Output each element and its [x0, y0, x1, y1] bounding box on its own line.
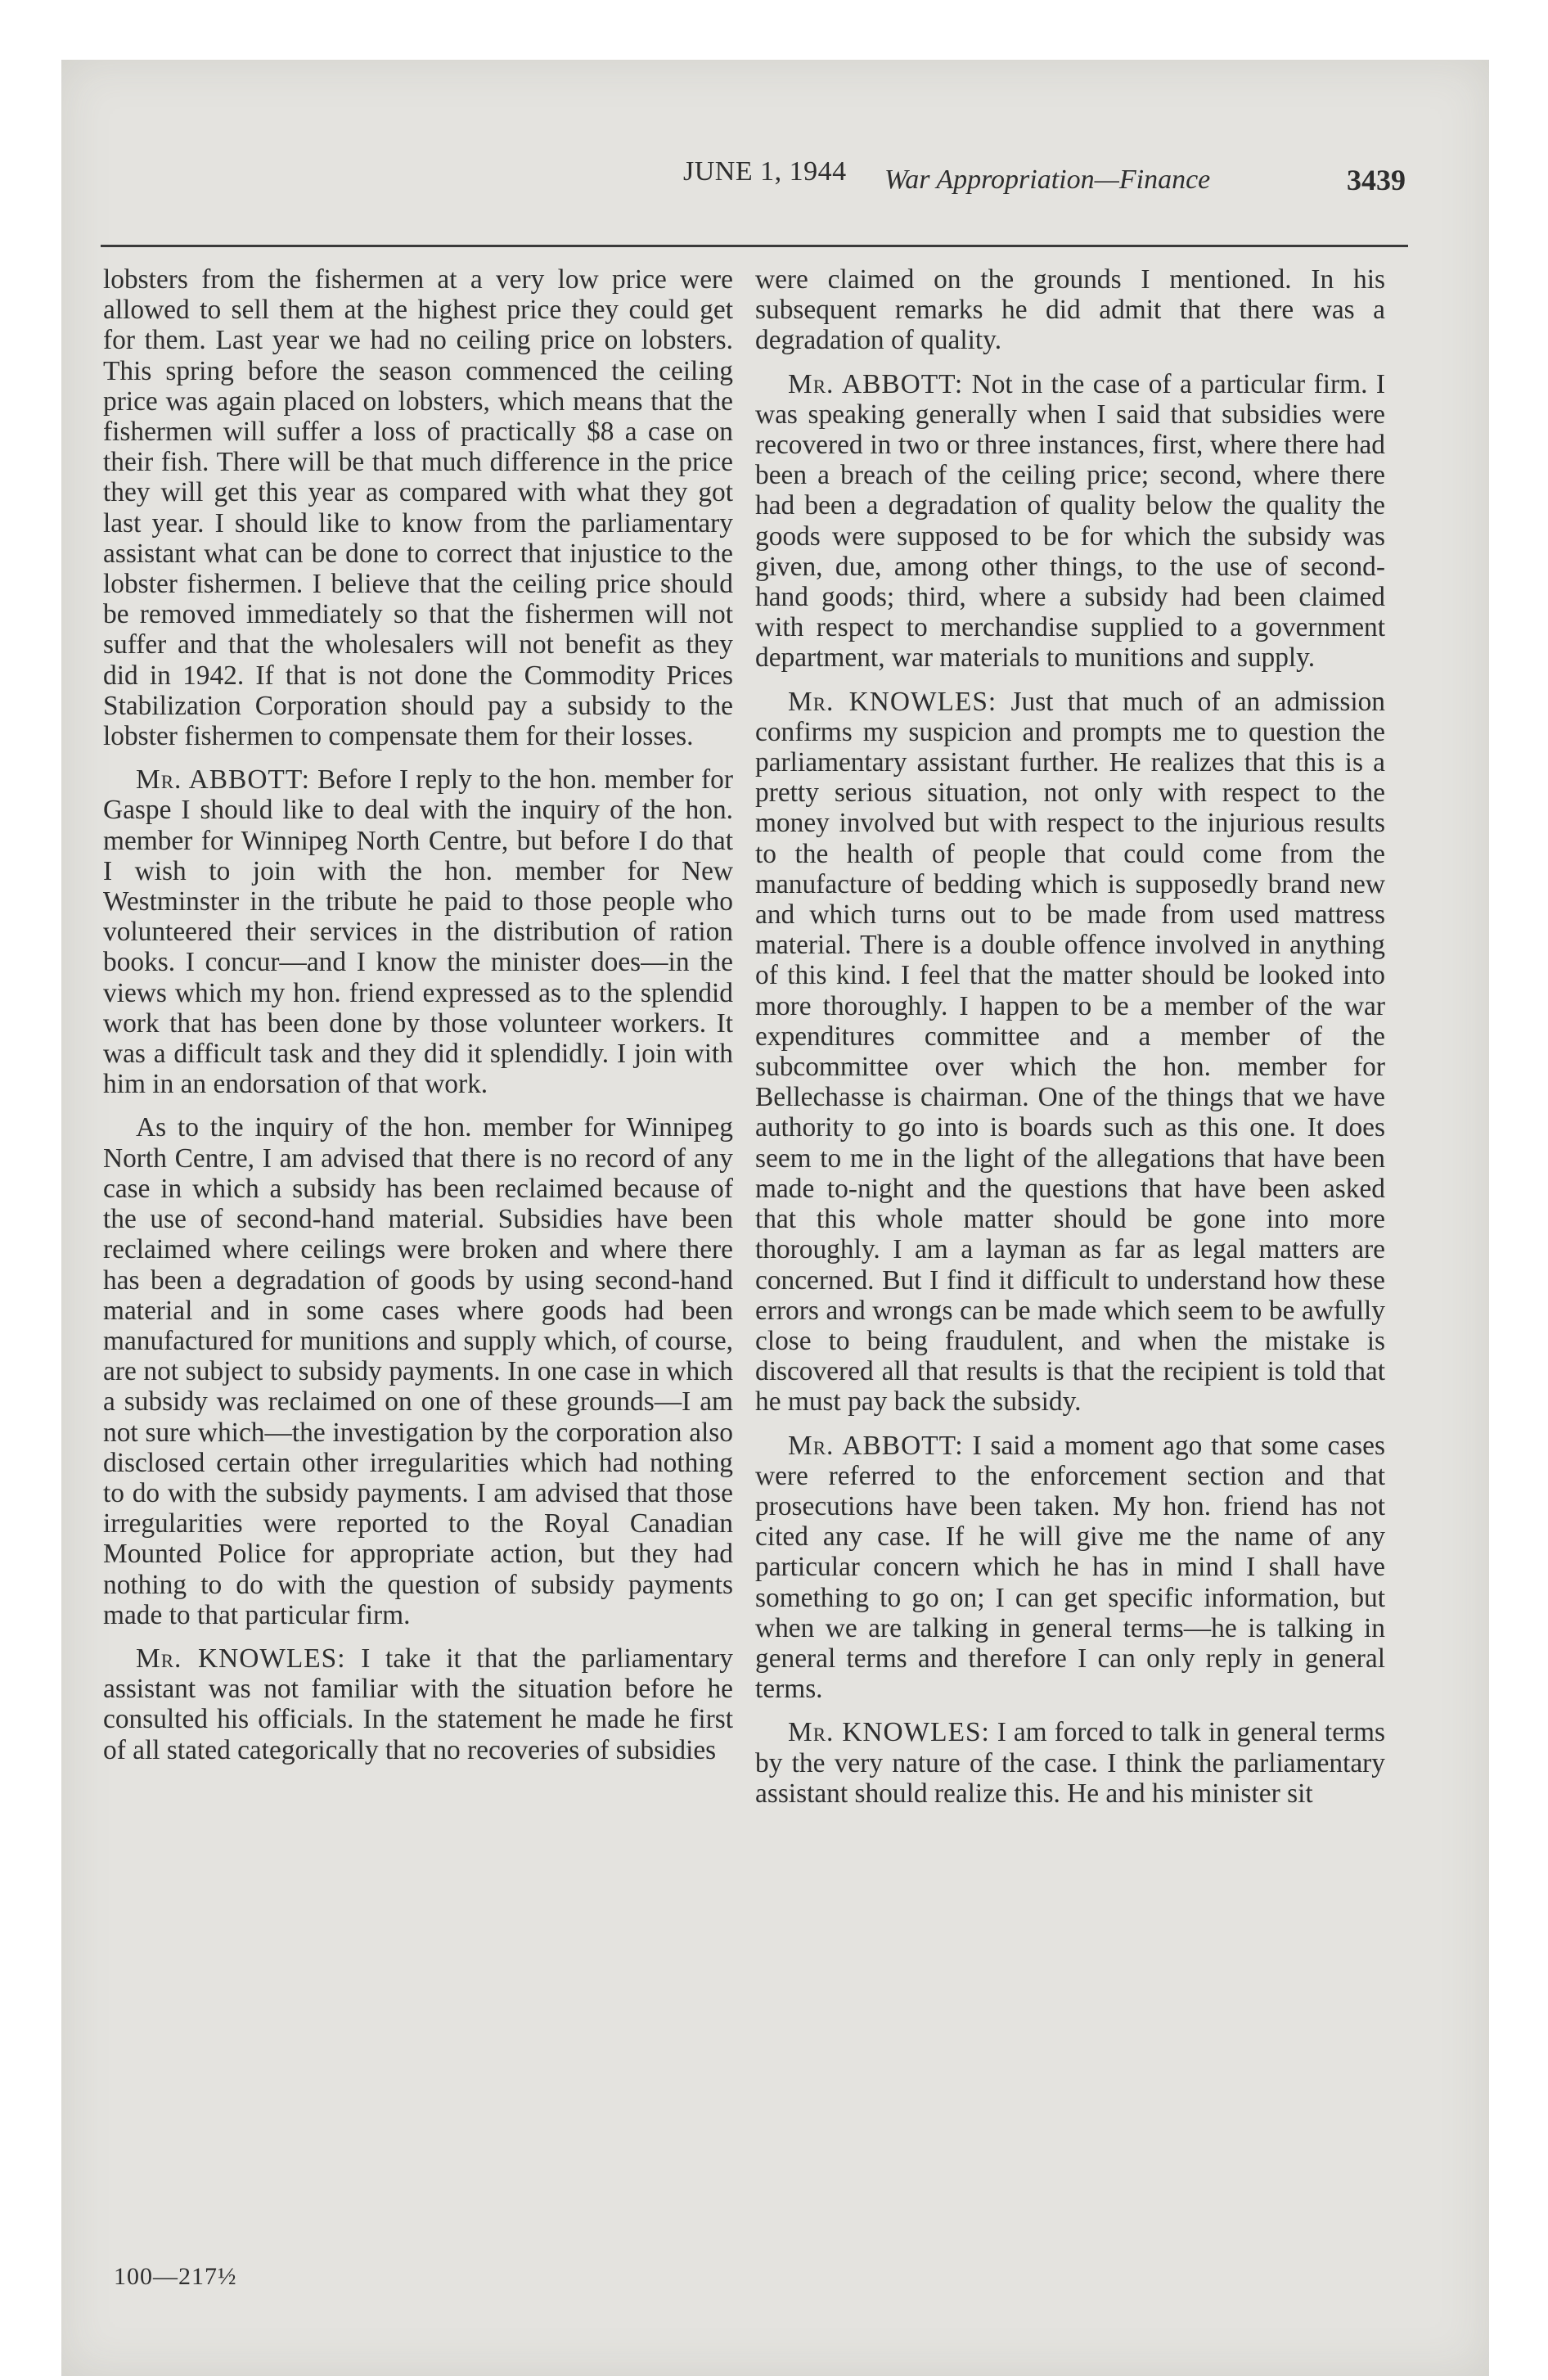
paragraph-text: were claimed on the grounds I mentioned. In his subsequent remarks he did admit that there was a degradation of quality. — [755, 264, 1385, 356]
paragraph — [103, 1643, 733, 1765]
paragraph — [103, 264, 733, 751]
paragraph-text: lobsters from the fishermen at a very low price were allowed to sell them at the highest price they could get for them. Last year we had no ceiling price on lobsters. This spring before the season commenced the ceiling price was again placed on lobsters, which means that the fishermen will suffer a loss of practically $8 a case on their fish. There will be that much difference in the price they will get this year as compared with what they got last year. I should like to know from the parliamentary assistant what can be done to correct that injustice to the lobster fishermen. I believe that the ceiling price should be removed immediately so that the fishermen will not suffer and that the wholesalers will not benefit as they did in 1942. If that is not done the Commodity Prices Stabilization Corporation should pay a subsidy to the lobster fishermen to compensate them for their losses. — [103, 264, 733, 752]
document-page — [61, 60, 1489, 2376]
right-column — [755, 264, 1385, 1822]
header-rule — [101, 245, 1408, 247]
header-section-title: War Appropriation—Finance — [884, 165, 1211, 195]
speaker-name: Mr. ABBOTT: — [136, 764, 310, 796]
header-date: JUNE 1, 1944 — [683, 156, 847, 187]
speaker-name: Mr. ABBOTT: — [788, 1430, 964, 1461]
paragraph-text: Before I reply to the hon. member for Gaspe I should like to deal with the inquiry of the hon. member for Winnipeg North Centre, but before I do that I wish to join with the hon. member for New Westminster in the tribute he paid to those people who volunteered their services in the distribution of ration books. I concur—and I know the minister does—in the views which my hon. friend expressed as to the splendid work that has been done by those volunteer workers. It was a difficult task and they did it splendidly. I join with him in an endorsation of that work. — [103, 764, 733, 1100]
speaker-name: Mr. KNOWLES: — [136, 1643, 346, 1674]
paragraph — [755, 369, 1385, 674]
paragraph — [103, 764, 733, 1099]
paragraph-text: I take it that the parliamentary assistant was not familiar with the situation before he consulted his officials. In the statement he made he first of all stated categorically that no recoveries of subsidies — [103, 1643, 733, 1765]
paragraph — [755, 687, 1385, 1418]
signature-reference: 100—217½ — [114, 2263, 237, 2290]
paragraph-text: As to the inquiry of the hon. member for Winnipeg North Centre, I am advised that there is no record of any case in which a subsidy has been reclaimed because of the use of second-hand material. Subsidies have been reclaimed where ceilings were broken and where there has been a degradation of goods by using second-hand material and in some cases where goods had been manufactured for munitions and supply which, of course, are not subject to subsidy payments. In one case in which a subsidy was reclaimed on one of these grounds—I am not sure which—the investigation by the corporation also disclosed certain other irregularities which had nothing to do with the subsidy payments. I am advised that those irregularities were reported to the Royal Canadian Mounted Police for appropriate action, but they had nothing to do with the question of subsidy payments made to that particular firm. — [103, 1112, 733, 1630]
paragraph-text: Just that much of an admission confirms my suspicion and prompts me to question the parliamentary assistant further. He realizes that this is a pretty serious situation, not only with respect to the money involved but with respect to the injurious results to the health of people that could come from the manufacture of bedding which is supposedly brand new and which turns out to be made from used mattress material. There is a double offence involved in anything of this kind. I feel that the matter should be looked into more thoroughly. I happen to be a member of the war expenditures committee and a member of the subcommittee over which the hon. member for Bellechasse is chairman. One of the things that we have authority to go into is boards such as this one. It does seem to me in the light of the allegations that have been made to-night and the questions that have been asked that this whole matter should be gone into more thoroughly. I am a layman as far as legal matters are concerned. But I find it difficult to understand how these errors and wrongs can be made which seem to be awfully close to being fraudulent, and when the mistake is discovered all that results is that the recipient is told that he must pay back the subsidy. — [755, 686, 1385, 1418]
page-number: 3439 — [1347, 164, 1406, 196]
speaker-name: Mr. KNOWLES: — [788, 686, 997, 717]
paragraph-text: I said a moment ago that some cases were referred to the enforcement section and that prosecutions have been taken. My hon. friend has not cited any case. If he will give me the name of any particular concern which he has in mind I shall have something to go on; I can get specific information, but when we are talking in general terms—he is talking in general terms and therefore I can only reply in general terms. — [755, 1430, 1385, 1705]
paragraph — [755, 1717, 1385, 1809]
page-header — [101, 156, 1406, 202]
left-column — [103, 264, 733, 1778]
paragraph-text: Not in the case of a particular firm. I was speaking generally when I said that subsidies were recovered in two or three instances, first, where there had been a breach of the ceiling price; second, where there had been a degradation of quality below the quality the goods were supposed to be for which the subsidy was given, due, among other things, to the use of second-hand goods; third, where a subsidy had been claimed with respect to merchandise supplied to a government department, war materials to munitions and supply. — [755, 368, 1385, 674]
paragraph — [755, 264, 1385, 356]
paragraph — [755, 1431, 1385, 1705]
speaker-name: Mr. ABBOTT: — [788, 368, 964, 399]
speaker-name: Mr. KNOWLES: — [788, 1717, 990, 1748]
paragraph — [103, 1112, 733, 1629]
paragraph-text: I am forced to talk in general terms by the very nature of the case. I think the parliamentary assistant should realize this. He and his minister sit — [755, 1717, 1385, 1809]
